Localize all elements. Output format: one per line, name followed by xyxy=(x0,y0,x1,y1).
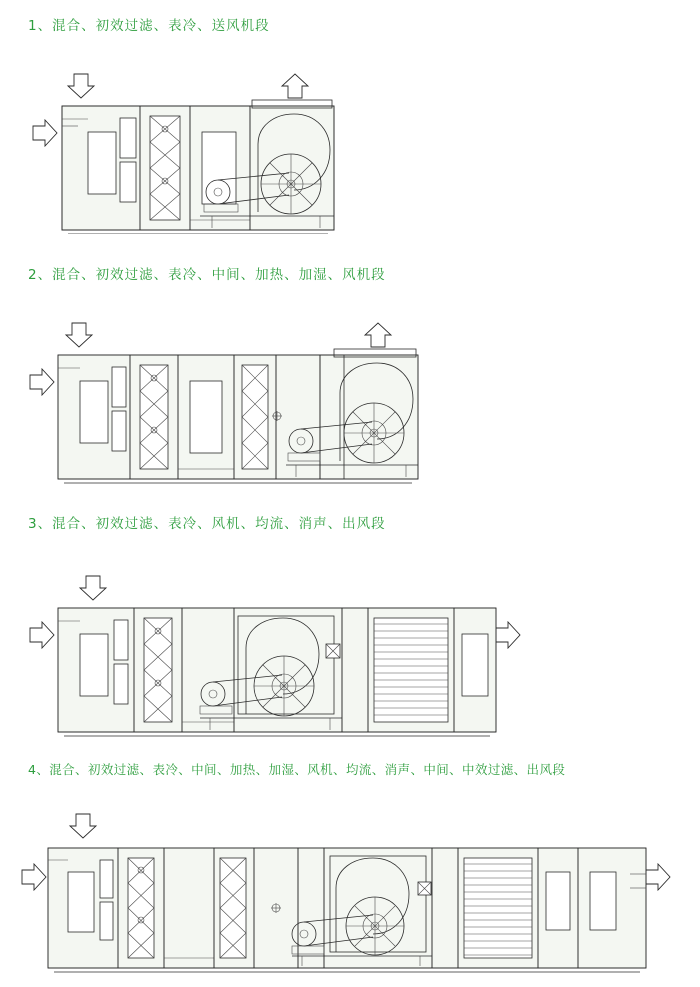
section-4-caption: 4、混合、初效过滤、表冷、中间、加热、加湿、风机、均流、消声、中间、中效过滤、出风段 xyxy=(28,762,566,777)
section-1-diagram xyxy=(0,34,700,234)
section-2-caption: 2、混合、初效过滤、表冷、中间、加热、加湿、风机段 xyxy=(28,267,386,283)
silencer-section xyxy=(368,608,454,732)
top-inlet-arrow-1 xyxy=(68,74,94,98)
section-2-diagram xyxy=(0,283,700,493)
section-3-diagram xyxy=(0,532,700,742)
left-inlet-arrow xyxy=(30,622,54,648)
right-outlet-arrow xyxy=(496,622,520,648)
section-2 xyxy=(0,263,700,493)
top-outlet-arrow xyxy=(365,323,391,347)
top-inlet-arrow-1 xyxy=(66,323,92,347)
section-1-caption: 1、混合、初效过滤、表冷、送风机段 xyxy=(28,18,270,34)
right-outlet-arrow xyxy=(646,864,670,890)
section-4 xyxy=(0,760,700,978)
top-outlet-arrow xyxy=(282,74,308,98)
left-inlet-arrow xyxy=(33,120,57,146)
section-4-diagram xyxy=(0,778,700,978)
section-3-caption: 3、混合、初效过滤、表冷、风机、均流、消声、出风段 xyxy=(28,516,386,532)
silencer-section xyxy=(458,848,538,968)
section-1 xyxy=(0,14,700,234)
top-inlet-arrow-1 xyxy=(80,576,106,600)
left-inlet-arrow xyxy=(30,369,54,395)
left-inlet-arrow xyxy=(22,864,46,890)
top-inlet-arrow-1 xyxy=(70,814,96,838)
section-3 xyxy=(0,512,700,742)
